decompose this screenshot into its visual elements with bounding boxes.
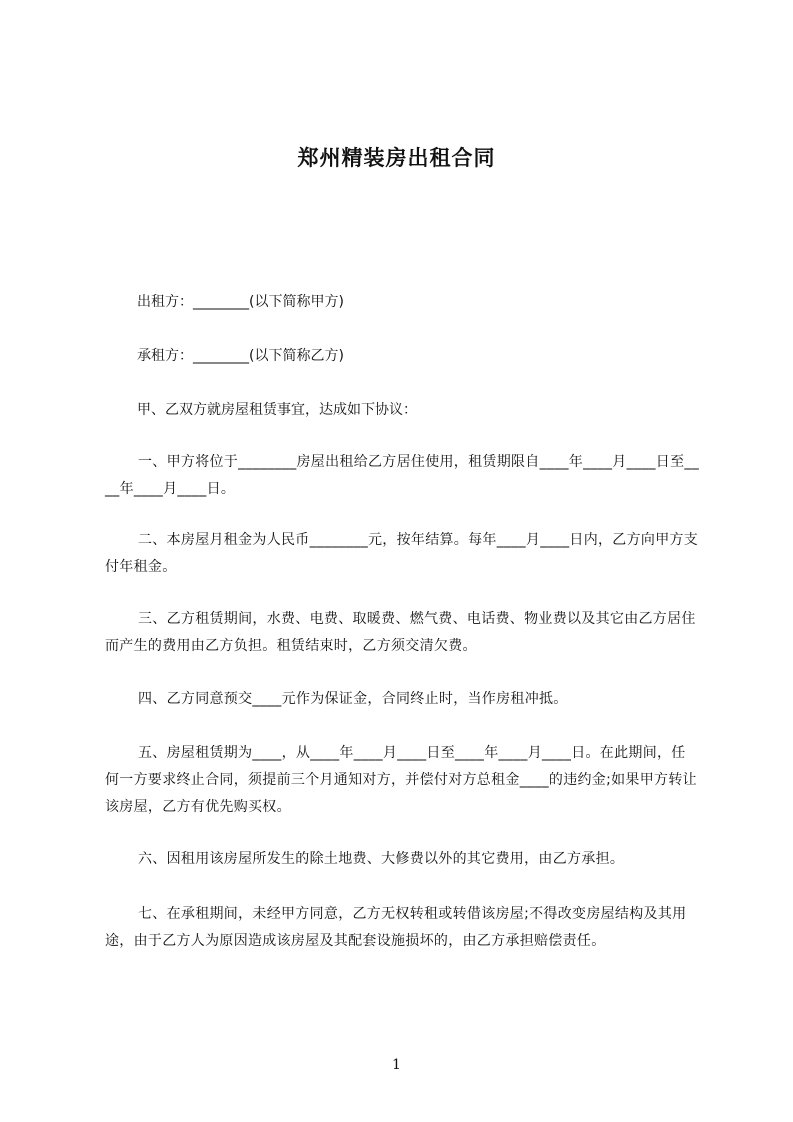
clause-2: 二、本房屋月租金为人民币________元，按年结算。每年____月____日内，乙方向甲方支付年租金。 bbox=[105, 532, 699, 575]
clause-3: 三、乙方租赁期间，水费、电费、取暖费、燃气费、电话费、物业费以及其它由乙方居住而产生的费用由乙方负担。租赁结束时，乙方须交清欠费。 bbox=[105, 611, 696, 654]
clause-1: 一、甲方将位于________房屋出租给乙方居住使用，租赁期限自____年____月____日至____年____月____日。 bbox=[105, 454, 699, 497]
clause-4: 四、乙方同意预交____元作为保证金，合同终止时，当作房租冲抵。 bbox=[138, 691, 568, 707]
lessee-line: 承租方：________(以下简称乙方) bbox=[137, 348, 344, 364]
page-title: 郑州精装房出租合同 bbox=[297, 146, 496, 170]
clause-7: 七、在承租期间，未经甲方同意，乙方无权转租或转借该房屋;不得改变房屋结构及其用途，由于乙方人为原因造成该房屋及其配套设施损坏的，由乙方承担赔偿责任。 bbox=[105, 906, 687, 949]
clause-6: 六、因租用该房屋所发生的除土地费、大修费以外的其它费用，由乙方承担。 bbox=[138, 851, 625, 867]
intro-line: 甲、乙双方就房屋租赁事宜，达成如下协议： bbox=[137, 402, 417, 418]
clause-5: 五、房屋租赁期为____，从____年____月____日至____年____月____日。在此期间，任何一方要求终止合同，须提前三个月通知对方，并偿付对方总租金____的违约金;如果甲方转让该房屋，乙方有优先购买权。 bbox=[105, 745, 697, 815]
lessor-line: 出租方：________(以下简称甲方) bbox=[137, 294, 344, 310]
page-number: 1 bbox=[392, 1057, 401, 1073]
